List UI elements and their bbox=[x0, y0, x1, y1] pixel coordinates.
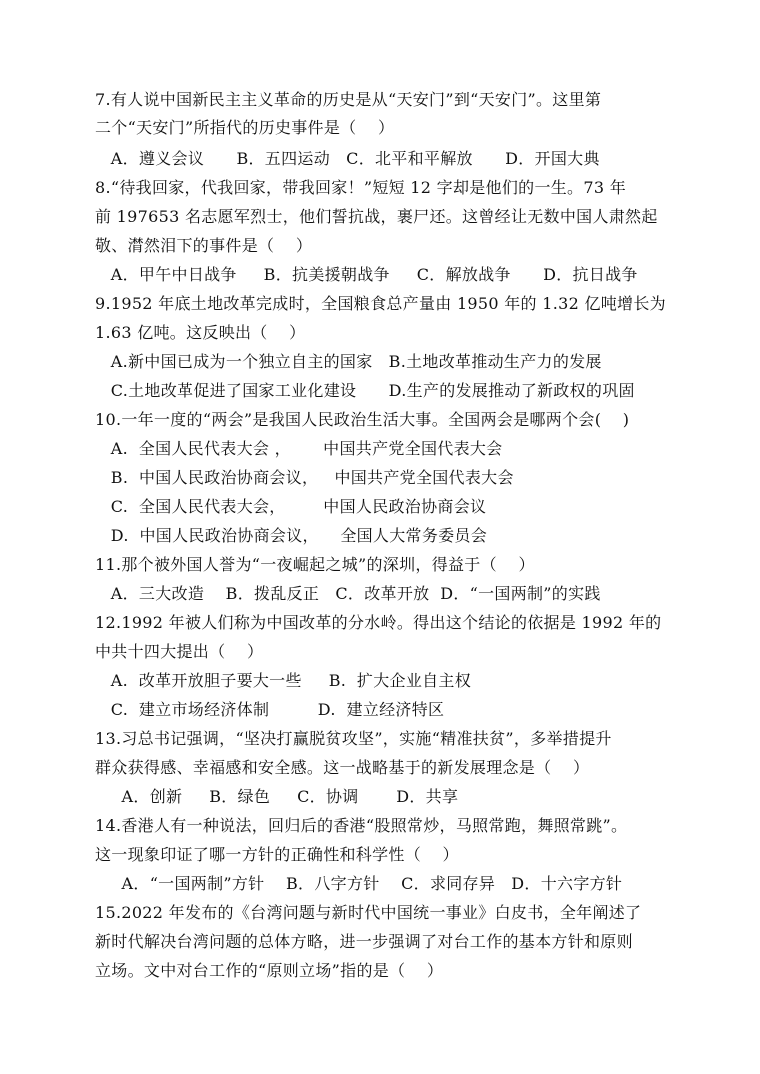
q8-stem-line2: 前 197653 名志愿军烈士，他们誓抗战，裹尸还。这曾经让无数中国人肃然起 bbox=[95, 207, 658, 226]
q8-stem-line1: 8.“待我回家，代我回家，带我回家！”短短 12 字却是他们的一生。73 年 bbox=[95, 178, 627, 197]
q10-option-c: C. 全国人民代表大会， 中国人民政治协商会议 bbox=[100, 497, 487, 516]
q8-stem-line3: 敬、潸然泪下的事件是（ ） bbox=[95, 236, 313, 255]
q10-option-b: B. 中国人民政治协商会议， 中国共产党全国代表大会 bbox=[100, 468, 514, 487]
q14-stem-line1: 14.香港人有一种说法，回归后的香港“股照常炒，马照常跑，舞照常跳”。 bbox=[95, 816, 628, 835]
q13-stem-line1: 13.习总书记强调，“坚决打赢脱贫攻坚”，实施“精准扶贫”，多举措提升 bbox=[95, 729, 612, 748]
q12-stem-line2: 中共十四大提出（ ） bbox=[95, 642, 264, 661]
q7-options: A．遵义会议 B．五四运动 C．北平和平解放 D．开国大典 bbox=[100, 149, 600, 168]
q9-stem-line1: 9.1952 年底土地改革完成时，全国粮食总产量由 1950 年的 1.32 亿吨增长为 bbox=[95, 294, 666, 313]
q15-stem-line3: 立场。文中对台工作的“原则立场”指的是（ ） bbox=[95, 961, 444, 980]
q10-option-a: A. 全国人民代表大会 ， 中国共产党全国代表大会 bbox=[100, 439, 503, 458]
q8-options: A．甲午中日战争 B．抗美援朝战争 C．解放战争 D．抗日战争 bbox=[100, 265, 638, 284]
q13-stem-line2: 群众获得感、幸福感和安全感。这一战略基于的新发展理念是（ ） bbox=[95, 758, 590, 777]
q15-stem-line1: 15.2022 年发布的《台湾问题与新时代中国统一事业》白皮书，全年阐述了 bbox=[95, 903, 642, 922]
q10-option-d: D. 中国人民政治协商会议， 全国人大常务委员会 bbox=[100, 526, 488, 545]
q7-stem-line2: 二个“天安门”所指代的历史事件是（ ） bbox=[95, 118, 395, 137]
q9-options-ab: A.新中国已成为一个独立自主的国家 B.土地改革推动生产力的发展 bbox=[100, 352, 602, 371]
q12-stem-line1: 12.1992 年被人们称为中国改革的分水岭。得出这个结论的依据是 1992 年的 bbox=[95, 613, 662, 632]
q9-options-cd: C.土地改革促进了国家工业化建设 D.生产的发展推动了新政权的巩固 bbox=[100, 381, 635, 400]
q12-options-cd: C. 建立市场经济体制 D. 建立经济特区 bbox=[100, 700, 445, 719]
q11-stem: 11.那个被外国人誉为“一夜崛起之城”的深圳，得益于（ ） bbox=[95, 555, 535, 574]
q7-stem-line1: 7.有人说中国新民主主义革命的历史是从“天安门”到“天安门”。这里第 bbox=[95, 90, 602, 109]
q14-options: A．“一国两制”方针 B．八字方针 C．求同存异 D．十六字方针 bbox=[100, 874, 623, 893]
q13-options: A．创新 B．绿色 C．协调 D．共享 bbox=[100, 787, 459, 806]
q9-stem-line2: 1.63 亿吨。这反映出（ ） bbox=[95, 323, 306, 342]
q11-options: A．三大改造 B．拨乱反正 C．改革开放 D．“一国两制”的实践 bbox=[100, 584, 601, 603]
q14-stem-line2: 这一现象印证了哪一方针的正确性和科学性（ ） bbox=[95, 845, 459, 864]
q10-stem: 10.一年一度的“两会”是我国人民政治生活大事。全国两会是哪两个会( ) bbox=[95, 410, 630, 429]
q12-options-ab: A. 改革开放胆子要大一些 B. 扩大企业自主权 bbox=[100, 671, 472, 690]
q15-stem-line2: 新时代解决台湾问题的总体方略，进一步强调了对台工作的基本方针和原则 bbox=[95, 932, 633, 951]
